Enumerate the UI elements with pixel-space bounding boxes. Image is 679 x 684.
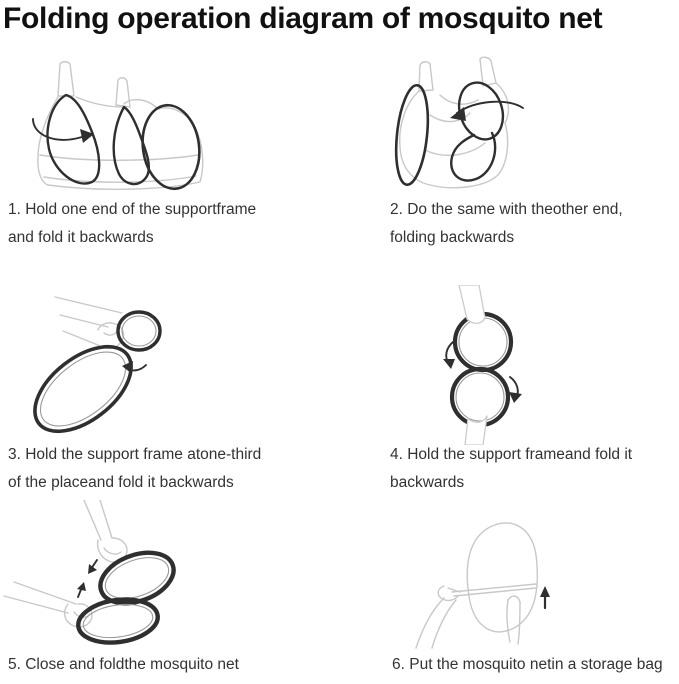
net-fold-step2-drawing [340,55,679,200]
step3-caption [8,441,261,497]
step3-illustration [0,285,340,445]
mosquito-net-sketch [38,62,203,190]
caption-line: of the placeand fold it backwards [8,474,234,491]
caption-line: folding backwards [390,229,515,246]
step6-caption [392,651,663,679]
support-frame-loops [20,312,160,445]
caption-line: and fold it backwards [8,229,154,246]
hand-sketch [4,500,127,627]
step5-caption [8,651,239,679]
net-fold-step5-drawing [0,500,340,650]
mosquito-net-sketch [400,57,509,188]
caption-line: 2. Do the same with theother end, [390,201,623,218]
caption-line: 3. Hold the support frame atone-third [8,446,262,463]
net-fold-step6-drawing [340,500,679,650]
step1-illustration [0,55,340,200]
up-arrow-icon [540,586,550,608]
page-title: Folding operation diagram of mosquito net [3,2,603,35]
step4-caption [390,441,632,497]
step2-caption [390,196,623,252]
close-arrow-icons [77,560,97,597]
net-fold-step3-drawing [0,285,340,445]
step1-caption [8,196,256,252]
caption-line: 4. Hold the support frameand fold it [390,446,633,463]
hand-sketch [55,297,124,348]
step5-illustration [0,500,340,650]
caption-line: 5. Close and foldthe mosquito net [8,656,239,673]
step6-illustration [340,500,679,650]
step4-illustration [340,285,679,445]
net-fold-step4-drawing [340,285,679,445]
step2-illustration [340,55,679,200]
support-frame-rings [75,543,180,647]
caption-line: backwards [390,474,465,491]
net-fold-step1-drawing [0,55,340,200]
storage-bag-sketch [452,523,537,632]
support-frame-loops [392,77,510,186]
support-frame-figure-eight [452,314,511,425]
caption-line: 1. Hold one end of the supportframe [8,201,257,218]
caption-line: 6. Put the mosquito netin a storage bag [392,656,663,673]
